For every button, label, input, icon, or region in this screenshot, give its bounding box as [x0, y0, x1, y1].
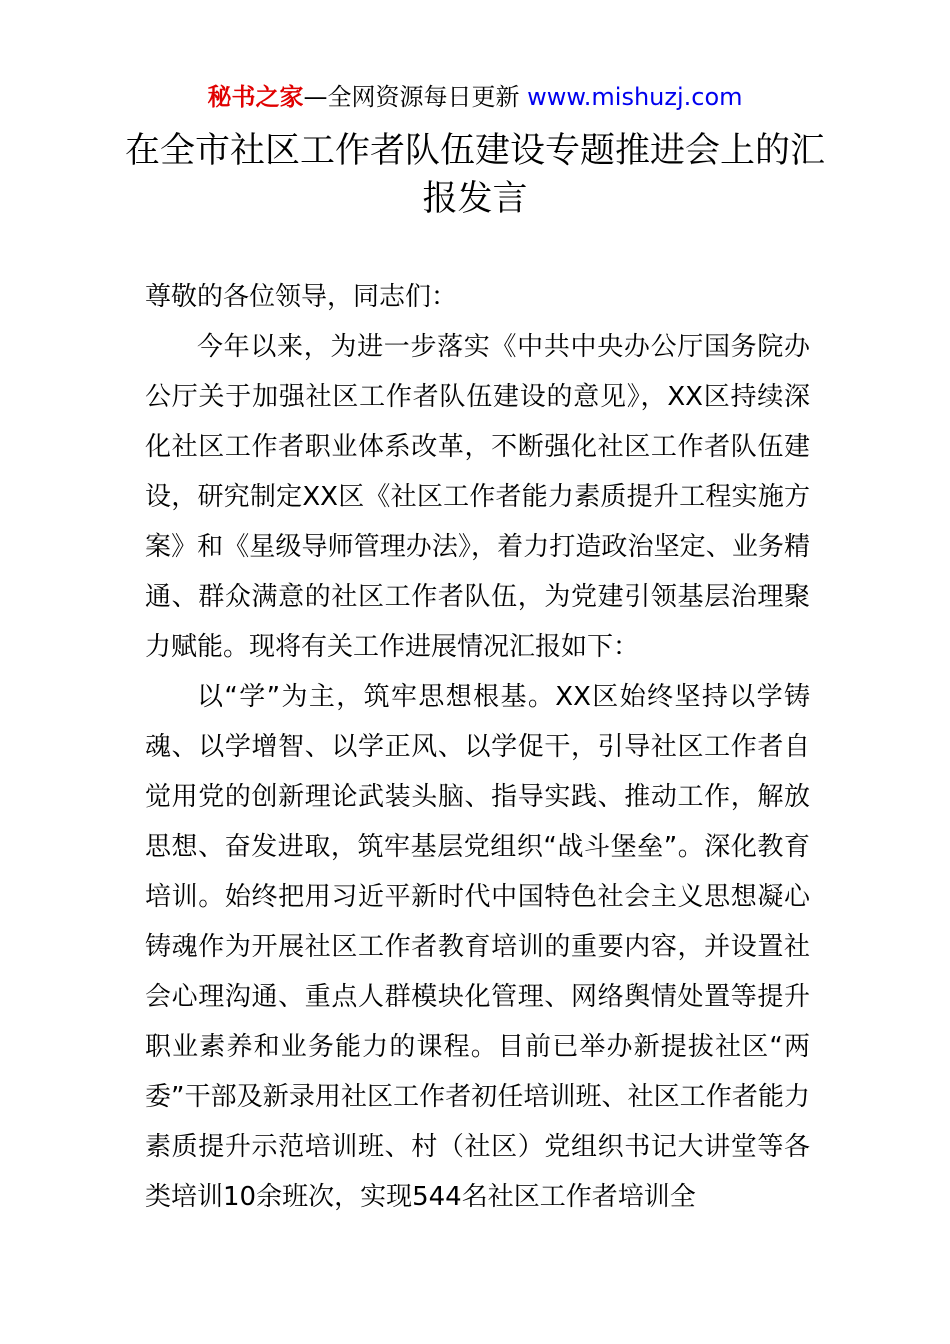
salutation: 尊敬的各位领导，同志们：: [145, 282, 458, 312]
site-header: [0, 80, 950, 114]
document-title: 在全市社区工作者队伍建设专题推进会上的汇报发言: [124, 131, 825, 219]
document-body: [145, 272, 810, 1222]
header-tagline: —全网资源每日更新: [303, 83, 528, 111]
brand-name: 秘书之家: [207, 83, 304, 111]
paragraph-intro: 今年以来，为进一步落实《中共中央办公厅国务院办公厅关于加强社区工作者队伍建设的意见》，XX区持续深化社区工作者职业体系改革，不断强化社区工作者队伍建设，研究制定XX区《社区工作者能力素质提升工程实施方案》和《星级导师管理办法》，着力打造政治坚定、业务精通、群众满意的社区工作者队伍，为党建引领基层治理聚力赋能。现将有关工作进展情况汇报如下：: [145, 332, 810, 662]
paragraph-study: 以“学”为主，筑牢思想根基。XX区始终坚持以学铸魂、以学增智、以学正风、以学促干，引导社区工作者自觉用党的创新理论武装头脑、指导实践、推动工作，解放思想、奋发进取，筑牢基层党组织“战斗堡垒”。深化教育培训。始终把用习近平新时代中国特色社会主义思想凝心铸魂作为开展社区工作者教育培训的重要内容，并设置社会心理沟通、重点人群模块化管理、网络舆情处置等提升职业素养和业务能力的课程。目前已举办新提拔社区“两委”干部及新录用社区工作者初任培训班、社区工作者能力素质提升示范培训班、村（社区）党组织书记大讲堂等各类培训10余班次，实现544名社区工作者培训全: [145, 682, 810, 1212]
site-url-link[interactable]: www.mishuzj.com: [527, 83, 743, 111]
